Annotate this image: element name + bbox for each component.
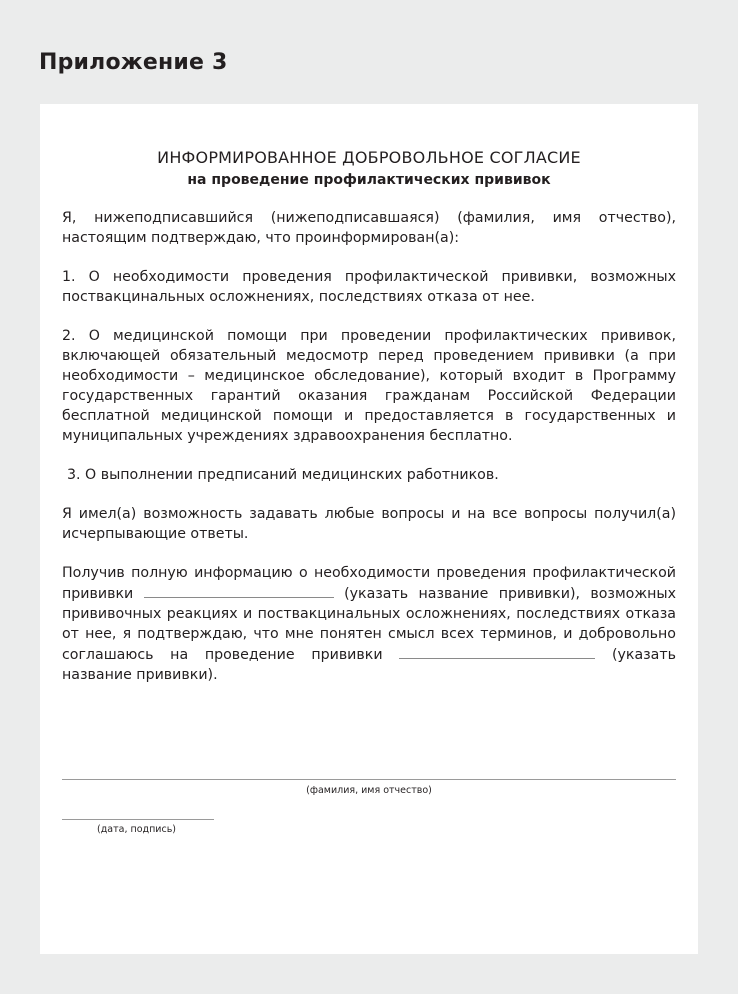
full-name-caption: (фамилия, имя отчество) (306, 785, 432, 796)
item-1-paragraph: 1. О необходимости проведения профилактической прививки, возможных поствакцинальных осложнениях, последствиях отказа от нее. (62, 269, 676, 305)
consent-text-1: Получив полную информацию о необходимости проведения профилактической прививки (62, 565, 676, 602)
appendix-title: Приложение 3 (39, 50, 228, 75)
consent-text-3: (указать название прививки). (62, 647, 676, 683)
item-3-paragraph: 3. О выполнении предписаний медицинских работников. (67, 467, 499, 483)
vaccine-name-blank-2[interactable] (399, 644, 595, 659)
vaccine-name-blank-1[interactable] (144, 583, 334, 598)
consent-paragraph (62, 563, 676, 685)
item-2-paragraph: 2. О медицинской помощи при проведении профилактических прививок, включающей обязательный медосмотр перед проведением прививки (а при необходимости – медицинское обследование), который входит в Программу государственных гарантий оказания гражданам Российской Федерации бесплатной медицинской помощи и предоставляется в государственных и муниципальных учреждениях здравоохранения бесплатно. (62, 328, 676, 444)
document-body (62, 208, 676, 704)
document-title: ИНФОРМИРОВАННОЕ ДОБРОВОЛЬНОЕ СОГЛАСИЕ (157, 148, 581, 167)
questions-paragraph: Я имел(а) возможность задавать любые вопросы и на все вопросы получил(а) исчерпывающие ответы. (62, 506, 676, 542)
consent-text-2: (указать название прививки), возможных прививочных реакциях и поствакцинальных осложнениях, последствиях отказа от нее, я подтверждаю, что мне понятен смысл всех терминов, и добровольно соглашаюсь на проведение прививки (62, 586, 677, 663)
date-signature-caption: (дата, подпись) (97, 824, 176, 835)
document-subtitle: на проведение профилактических прививок (187, 172, 551, 188)
date-signature-line[interactable] (62, 819, 214, 820)
full-name-signature-line[interactable] (62, 779, 676, 780)
intro-paragraph: Я, нижеподписавшийся (нижеподписавшаяся) (фамилия, имя отчество), настоящим подтверждаю, что проинформирован(а): (62, 210, 676, 246)
consent-form-sheet (40, 104, 698, 954)
